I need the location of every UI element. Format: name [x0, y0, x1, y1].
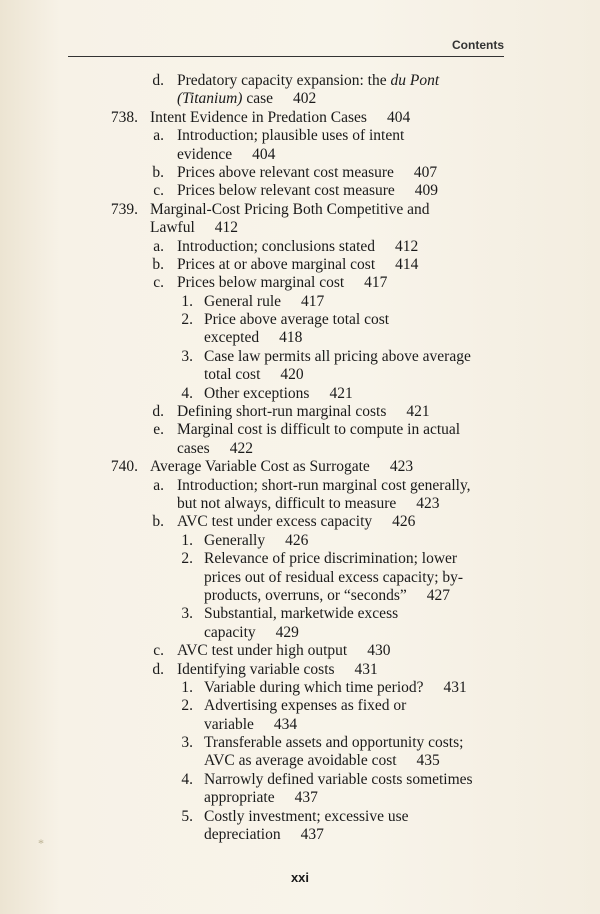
contents-list: [0, 72, 600, 844]
entry-title: excepted: [204, 329, 260, 347]
entry-title: prices out of residual excess capacity; by-: [204, 568, 464, 586]
entry-page-number: 431: [354, 660, 378, 678]
entry-number: a.: [153, 476, 164, 494]
entry-page-number: 414: [395, 255, 419, 273]
entry-text: [177, 440, 253, 458]
entry-number: c.: [153, 642, 164, 660]
entry-text: [204, 826, 324, 844]
entry-title: Advertising expenses as fixed or: [204, 697, 407, 715]
entry-text: [204, 293, 324, 311]
entry-number: 740.: [110, 458, 138, 476]
entry-text: [204, 771, 473, 789]
entry-number: 5.: [181, 807, 193, 825]
entry-title: Introduction; plausible uses of intent: [177, 127, 405, 145]
entry-page-number: 423: [416, 494, 440, 512]
entry-text: [204, 532, 308, 550]
entry-page-number: 417: [301, 292, 325, 310]
entry-text: [204, 550, 457, 568]
entry-text: [177, 642, 390, 660]
entry-number: a.: [153, 127, 164, 145]
entry-text: [204, 348, 471, 366]
entry-number: b.: [152, 255, 164, 273]
toc-line: [0, 201, 600, 219]
toc-line: [0, 72, 600, 90]
entry-title: AVC test under high output: [177, 642, 348, 660]
toc-line: [0, 90, 600, 108]
entry-page-number: 417: [364, 274, 388, 292]
entry-number: 738.: [110, 108, 138, 126]
entry-page-number: 421: [406, 403, 430, 421]
entry-number: 1.: [181, 292, 193, 310]
entry-text: [204, 624, 299, 642]
entry-page-number: 429: [275, 623, 299, 641]
entry-text: [204, 808, 408, 826]
entry-title: Substantial, marketwide excess: [204, 605, 399, 623]
page-number: xxi: [290, 870, 310, 885]
entry-title: Price above average total cost: [204, 311, 390, 329]
entry-title: but not always, difficult to measure: [177, 494, 397, 512]
toc-line: [0, 495, 600, 513]
toc-line: [0, 550, 600, 568]
entry-text: [177, 495, 440, 513]
toc-line: [0, 311, 600, 329]
entry-page-number: 431: [443, 678, 467, 696]
toc-line: [0, 569, 600, 587]
entry-text: [204, 366, 304, 384]
entry-number: d.: [152, 403, 164, 421]
entry-text: [204, 605, 398, 623]
entry-number: 2.: [181, 697, 193, 715]
toc-line: [0, 808, 600, 826]
entry-page-number: 409: [414, 182, 439, 200]
entry-title: Prices at or above marginal cost: [177, 255, 376, 273]
toc-line: [0, 771, 600, 789]
entry-title: Intent Evidence in Predation Cases: [150, 108, 367, 126]
entry-text: [204, 329, 302, 347]
entry-text: [177, 274, 387, 292]
entry-text: [204, 734, 463, 752]
entry-number: 3.: [181, 347, 193, 365]
entry-title: case: [242, 90, 273, 108]
entry-text: [177, 403, 430, 421]
entry-title: Transferable assets and opportunity costs;: [204, 734, 464, 752]
toc-line: [0, 164, 600, 182]
entry-text: [204, 311, 389, 329]
entry-text: [177, 164, 437, 182]
entry-page-number: 437: [294, 789, 318, 807]
entry-title: Costly investment; excessive use: [204, 807, 409, 825]
entry-number: b.: [152, 513, 164, 531]
entry-page-number: 418: [279, 329, 303, 347]
entry-page-number: 430: [367, 642, 391, 660]
entry-page-number: 404: [386, 108, 411, 126]
toc-line: [0, 661, 600, 679]
entry-number: a.: [153, 237, 164, 255]
toc-line: [0, 734, 600, 752]
entry-title: Variable during which time period?: [204, 678, 424, 696]
entry-title: Prices below marginal cost: [177, 274, 345, 292]
entry-page-number: 426: [285, 531, 309, 549]
entry-title: AVC test under excess capacity: [177, 513, 373, 531]
toc-line: [0, 440, 600, 458]
toc-line: [0, 605, 600, 623]
entry-number: 3.: [181, 734, 193, 752]
entry-number: 4.: [181, 384, 193, 402]
entry-text: [177, 477, 471, 495]
entry-text: [204, 716, 297, 734]
entry-text: [177, 146, 275, 164]
entry-page-number: 435: [416, 752, 440, 770]
entry-page-number: 420: [280, 366, 304, 384]
entry-number: c.: [153, 274, 164, 292]
running-header: Contents: [452, 38, 504, 52]
entry-title: depreciation: [204, 826, 281, 844]
entry-number: 1.: [181, 531, 193, 549]
entry-title: Prices above relevant cost measure: [177, 163, 394, 181]
entry-text: [177, 182, 438, 200]
header-rule: [68, 56, 504, 57]
entry-text: [150, 219, 238, 237]
entry-page-number: 421: [329, 384, 353, 402]
entry-title: Average Variable Cost as Surrogate: [150, 458, 370, 476]
toc-line: [0, 697, 600, 715]
entry-text: [204, 789, 318, 807]
entry-page-number: 422: [229, 439, 253, 457]
toc-line: [0, 458, 600, 476]
toc-line: [0, 826, 600, 844]
entry-title: cases: [177, 439, 210, 457]
entry-title: Marginal cost is difficult to compute in actual: [177, 421, 461, 439]
entry-title: Identifying variable costs: [177, 660, 335, 678]
toc-line: [0, 293, 600, 311]
entry-title: total cost: [204, 366, 261, 384]
entry-number: 2.: [181, 311, 193, 329]
toc-line: [0, 642, 600, 660]
entry-page-number: 412: [395, 237, 419, 255]
entry-page-number: 434: [273, 715, 298, 733]
toc-line: [0, 127, 600, 145]
entry-number: 739.: [110, 200, 138, 218]
toc-line: [0, 403, 600, 421]
entry-title: evidence: [177, 145, 233, 163]
entry-text: [177, 513, 415, 531]
margin-mark: *: [38, 836, 44, 850]
entry-page-number: 437: [300, 826, 324, 844]
entry-number: d.: [152, 72, 164, 89]
entry-title: Introduction; conclusions stated: [177, 237, 376, 255]
entry-text: [150, 458, 413, 476]
toc-line: [0, 716, 600, 734]
entry-text: [177, 90, 316, 108]
toc-line: [0, 532, 600, 550]
entry-number: d.: [152, 660, 164, 678]
entry-text: [177, 238, 418, 256]
entry-title: appropriate: [204, 789, 275, 807]
entry-title: Relevance of price discrimination; lower: [204, 550, 458, 568]
entry-text: [177, 421, 460, 439]
toc-line: [0, 513, 600, 531]
toc-line: [0, 109, 600, 127]
entry-page-number: 423: [389, 458, 414, 476]
toc-line: [0, 587, 600, 605]
entry-page-number: 402: [293, 90, 317, 108]
toc-line: [0, 238, 600, 256]
toc-line: [0, 752, 600, 770]
entry-number: 3.: [181, 605, 193, 623]
entry-text: [177, 127, 404, 145]
entry-title: Marginal-Cost Pricing Both Competitive and: [150, 200, 430, 218]
entry-number: 4.: [181, 770, 193, 788]
entry-text: [204, 697, 406, 715]
entry-text: [177, 661, 378, 679]
toc-line: [0, 146, 600, 164]
entry-italic: du Pont: [390, 72, 440, 89]
entry-text: [204, 587, 450, 605]
toc-line: [0, 789, 600, 807]
entry-number: 1.: [181, 678, 193, 696]
toc-line: [0, 329, 600, 347]
entry-page-number: 407: [413, 163, 438, 181]
entry-title: Generally: [204, 531, 266, 549]
toc-line: [0, 274, 600, 292]
entry-page-number: 426: [392, 513, 416, 531]
entry-title: Other exceptions: [204, 384, 310, 402]
toc-line: [0, 385, 600, 403]
entry-text: [177, 72, 439, 90]
entry-text: [177, 256, 418, 274]
entry-title: Case law permits all pricing above average: [204, 347, 471, 365]
toc-line: [0, 366, 600, 384]
toc-line: [0, 182, 600, 200]
entry-text: [204, 752, 440, 770]
entry-title: variable: [204, 715, 254, 733]
entry-text: [204, 385, 353, 403]
toc-line: [0, 624, 600, 642]
entry-text: [150, 109, 410, 127]
entry-number: b.: [152, 163, 164, 181]
toc-line: [0, 348, 600, 366]
entry-title: capacity: [204, 623, 256, 641]
entry-number: c.: [153, 182, 164, 200]
toc-line: [0, 679, 600, 697]
entry-text: [204, 569, 463, 587]
entry-title: Introduction; short-run marginal cost generally,: [177, 476, 471, 494]
entry-title: Narrowly defined variable costs sometimes: [204, 770, 473, 788]
entry-title: Prices below relevant cost measure: [177, 182, 395, 200]
entry-number: e.: [153, 421, 164, 439]
entry-title: Defining short-run marginal costs: [177, 403, 387, 421]
entry-page-number: 412: [214, 219, 239, 237]
entry-title: General rule: [204, 292, 282, 310]
entry-page-number: 404: [252, 145, 276, 163]
entry-text: [150, 201, 430, 219]
toc-line: [0, 219, 600, 237]
toc-line: [0, 421, 600, 439]
entry-italic: (Titanium): [177, 90, 243, 108]
entry-number: 2.: [181, 550, 193, 568]
entry-title: products, overruns, or “seconds”: [204, 586, 407, 604]
entry-page-number: 427: [426, 586, 450, 604]
entry-text: [204, 679, 467, 697]
entry-title: AVC as average avoidable cost: [204, 752, 397, 770]
entry-title: Predatory capacity expansion: the: [177, 72, 391, 89]
entry-title: Lawful: [150, 219, 195, 237]
toc-line: [0, 256, 600, 274]
toc-line: [0, 477, 600, 495]
